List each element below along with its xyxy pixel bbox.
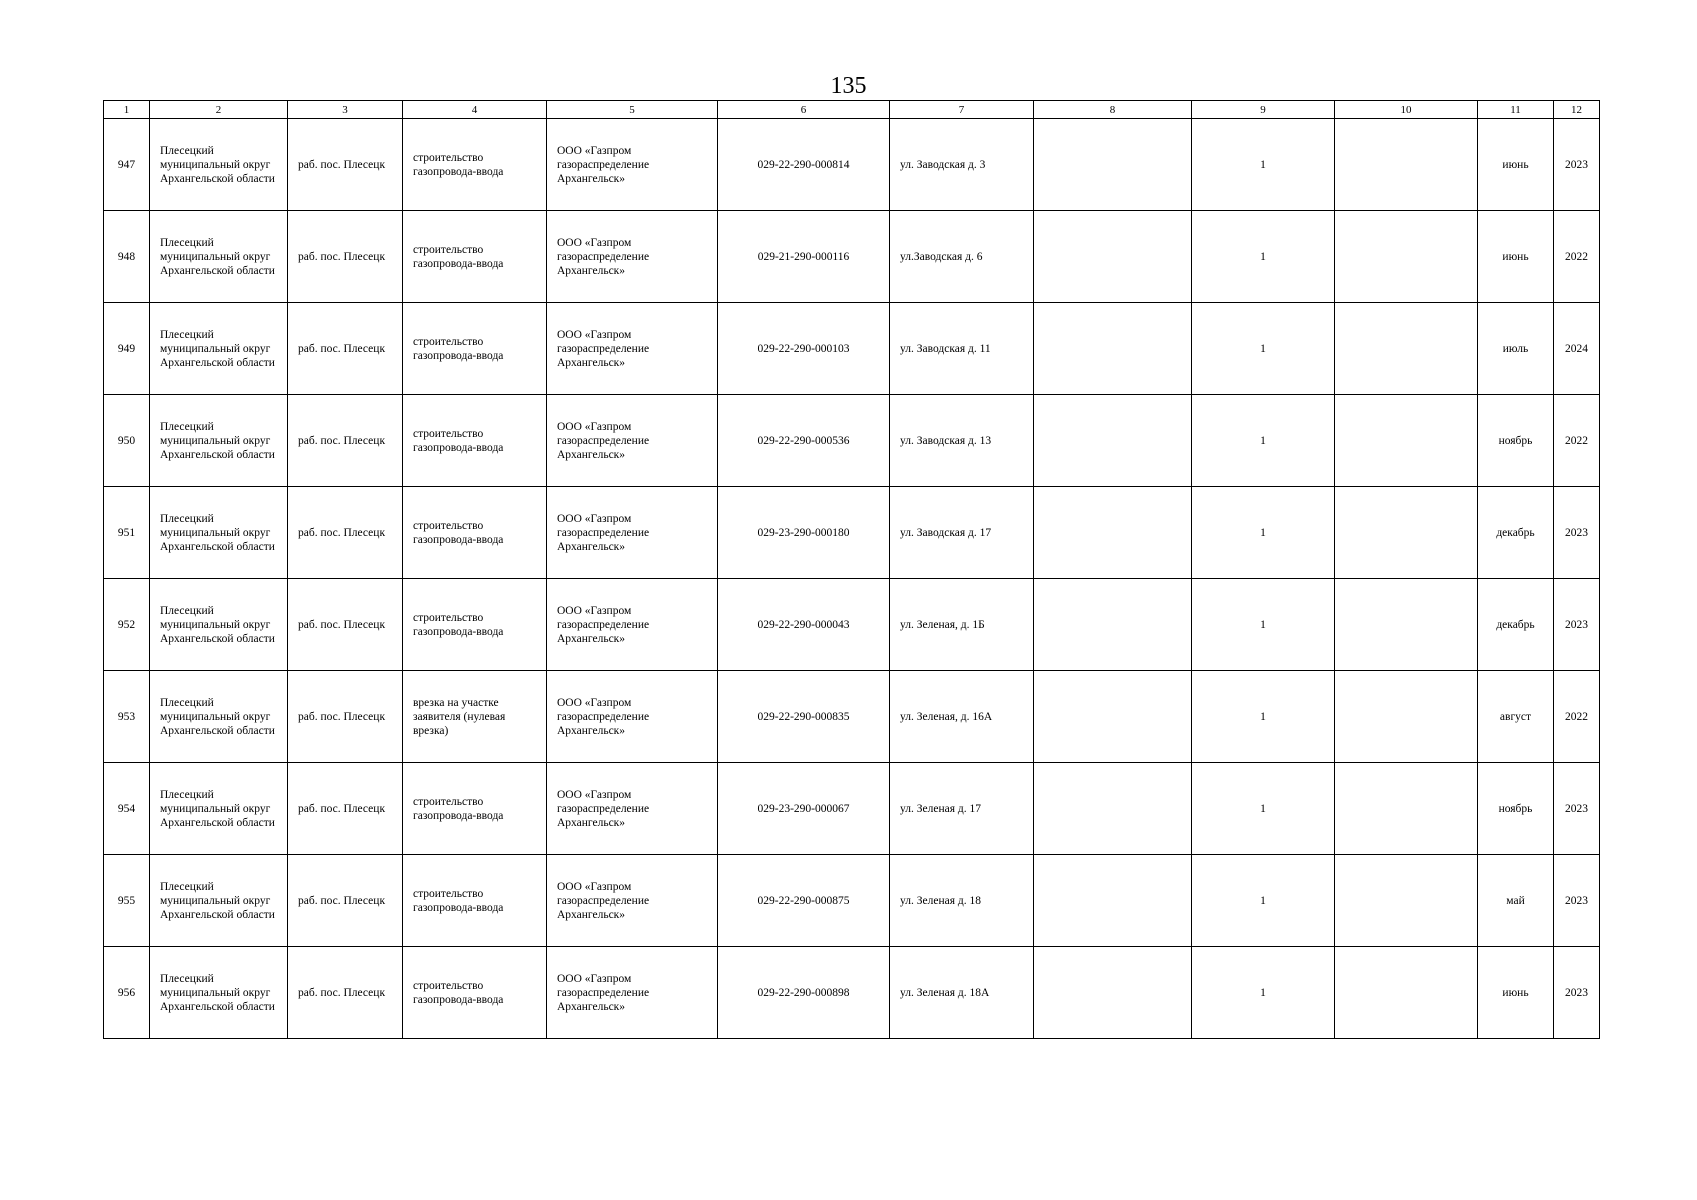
column-9-cell: 1	[1192, 855, 1335, 947]
year-cell: 2023	[1554, 487, 1600, 579]
application-number-cell: 029-23-290-000180	[718, 487, 890, 579]
locality-cell: раб. пос. Плесецк	[288, 211, 403, 303]
row-number-cell: 947	[104, 119, 150, 211]
address-cell: ул.Заводская д. 6	[890, 211, 1034, 303]
column-10-cell	[1335, 119, 1478, 211]
column-8-cell	[1034, 579, 1192, 671]
column-9-cell: 1	[1192, 671, 1335, 763]
table-row	[104, 119, 1600, 211]
month-cell: июнь	[1478, 119, 1554, 211]
column-9-cell: 1	[1192, 947, 1335, 1039]
work-type-cell: строительство газопровода-ввода	[403, 303, 547, 395]
year-cell: 2022	[1554, 211, 1600, 303]
application-number-cell: 029-22-290-000875	[718, 855, 890, 947]
year-cell: 2024	[1554, 303, 1600, 395]
table-row	[104, 579, 1600, 671]
column-8-cell	[1034, 855, 1192, 947]
table-row	[104, 211, 1600, 303]
year-cell: 2022	[1554, 671, 1600, 763]
year-cell: 2022	[1554, 395, 1600, 487]
organization-cell: ООО «Газпром газораспределение Архангельск»	[547, 211, 718, 303]
locality-cell: раб. пос. Плесецк	[288, 487, 403, 579]
application-number-cell: 029-23-290-000067	[718, 763, 890, 855]
column-8-cell	[1034, 119, 1192, 211]
month-cell: декабрь	[1478, 487, 1554, 579]
row-number-cell: 956	[104, 947, 150, 1039]
district-cell: Плесецкий муниципальный округ Архангельской области	[150, 671, 288, 763]
table-row	[104, 763, 1600, 855]
month-cell: ноябрь	[1478, 395, 1554, 487]
table-row	[104, 947, 1600, 1039]
address-cell: ул. Заводская д. 17	[890, 487, 1034, 579]
row-number-cell: 954	[104, 763, 150, 855]
year-cell: 2023	[1554, 763, 1600, 855]
organization-cell: ООО «Газпром газораспределение Архангельск»	[547, 303, 718, 395]
column-header: 12	[1554, 101, 1600, 119]
column-10-cell	[1335, 579, 1478, 671]
row-number-cell: 955	[104, 855, 150, 947]
column-9-cell: 1	[1192, 211, 1335, 303]
row-number-cell: 952	[104, 579, 150, 671]
locality-cell: раб. пос. Плесецк	[288, 303, 403, 395]
table-row	[104, 487, 1600, 579]
column-10-cell	[1335, 487, 1478, 579]
column-8-cell	[1034, 763, 1192, 855]
month-cell: август	[1478, 671, 1554, 763]
column-8-cell	[1034, 947, 1192, 1039]
column-10-cell	[1335, 303, 1478, 395]
column-9-cell: 1	[1192, 303, 1335, 395]
locality-cell: раб. пос. Плесецк	[288, 671, 403, 763]
district-cell: Плесецкий муниципальный округ Архангельской области	[150, 579, 288, 671]
row-number-cell: 949	[104, 303, 150, 395]
row-number-cell: 953	[104, 671, 150, 763]
column-9-cell: 1	[1192, 487, 1335, 579]
application-number-cell: 029-22-290-000536	[718, 395, 890, 487]
table-row	[104, 671, 1600, 763]
registry-table	[103, 100, 1600, 1039]
locality-cell: раб. пос. Плесецк	[288, 855, 403, 947]
month-cell: июнь	[1478, 211, 1554, 303]
address-cell: ул. Зеленая д. 18А	[890, 947, 1034, 1039]
application-number-cell: 029-21-290-000116	[718, 211, 890, 303]
application-number-cell: 029-22-290-000043	[718, 579, 890, 671]
column-header: 10	[1335, 101, 1478, 119]
column-10-cell	[1335, 211, 1478, 303]
district-cell: Плесецкий муниципальный округ Архангельской области	[150, 395, 288, 487]
month-cell: июнь	[1478, 947, 1554, 1039]
column-10-cell	[1335, 947, 1478, 1039]
work-type-cell: строительство газопровода-ввода	[403, 119, 547, 211]
locality-cell: раб. пос. Плесецк	[288, 579, 403, 671]
locality-cell: раб. пос. Плесецк	[288, 763, 403, 855]
column-8-cell	[1034, 395, 1192, 487]
organization-cell: ООО «Газпром газораспределение Архангельск»	[547, 395, 718, 487]
page-number: 135	[830, 73, 867, 99]
address-cell: ул. Заводская д. 13	[890, 395, 1034, 487]
work-type-cell: строительство газопровода-ввода	[403, 395, 547, 487]
column-8-cell	[1034, 671, 1192, 763]
row-number-cell: 951	[104, 487, 150, 579]
work-type-cell: строительство газопровода-ввода	[403, 947, 547, 1039]
year-cell: 2023	[1554, 119, 1600, 211]
column-header: 7	[890, 101, 1034, 119]
column-header: 8	[1034, 101, 1192, 119]
column-9-cell: 1	[1192, 763, 1335, 855]
locality-cell: раб. пос. Плесецк	[288, 395, 403, 487]
organization-cell: ООО «Газпром газораспределение Архангельск»	[547, 855, 718, 947]
application-number-cell: 029-22-290-000898	[718, 947, 890, 1039]
district-cell: Плесецкий муниципальный округ Архангельской области	[150, 211, 288, 303]
column-8-cell	[1034, 303, 1192, 395]
work-type-cell: строительство газопровода-ввода	[403, 211, 547, 303]
district-cell: Плесецкий муниципальный округ Архангельской области	[150, 763, 288, 855]
row-number-cell: 950	[104, 395, 150, 487]
address-cell: ул. Зеленая д. 17	[890, 763, 1034, 855]
column-8-cell	[1034, 487, 1192, 579]
work-type-cell: строительство газопровода-ввода	[403, 579, 547, 671]
column-header: 5	[547, 101, 718, 119]
locality-cell: раб. пос. Плесецк	[288, 947, 403, 1039]
organization-cell: ООО «Газпром газораспределение Архангельск»	[547, 763, 718, 855]
district-cell: Плесецкий муниципальный округ Архангельской области	[150, 947, 288, 1039]
table-row	[104, 303, 1600, 395]
table-row	[104, 855, 1600, 947]
column-header: 2	[150, 101, 288, 119]
row-number-cell: 948	[104, 211, 150, 303]
year-cell: 2023	[1554, 855, 1600, 947]
work-type-cell: врезка на участке заявителя (нулевая врезка)	[403, 671, 547, 763]
address-cell: ул. Зеленая, д. 1Б	[890, 579, 1034, 671]
column-header: 1	[104, 101, 150, 119]
column-10-cell	[1335, 855, 1478, 947]
column-9-cell: 1	[1192, 395, 1335, 487]
year-cell: 2023	[1554, 579, 1600, 671]
column-header: 4	[403, 101, 547, 119]
organization-cell: ООО «Газпром газораспределение Архангельск»	[547, 487, 718, 579]
organization-cell: ООО «Газпром газораспределение Архангельск»	[547, 579, 718, 671]
work-type-cell: строительство газопровода-ввода	[403, 763, 547, 855]
locality-cell: раб. пос. Плесецк	[288, 119, 403, 211]
address-cell: ул. Заводская д. 3	[890, 119, 1034, 211]
column-header: 6	[718, 101, 890, 119]
work-type-cell: строительство газопровода-ввода	[403, 487, 547, 579]
work-type-cell: строительство газопровода-ввода	[403, 855, 547, 947]
column-number-row	[104, 101, 1600, 119]
address-cell: ул. Зеленая д. 18	[890, 855, 1034, 947]
column-header: 9	[1192, 101, 1335, 119]
column-header: 3	[288, 101, 403, 119]
month-cell: май	[1478, 855, 1554, 947]
column-9-cell: 1	[1192, 119, 1335, 211]
organization-cell: ООО «Газпром газораспределение Архангельск»	[547, 671, 718, 763]
month-cell: декабрь	[1478, 579, 1554, 671]
month-cell: ноябрь	[1478, 763, 1554, 855]
column-10-cell	[1335, 763, 1478, 855]
column-9-cell: 1	[1192, 579, 1335, 671]
application-number-cell: 029-22-290-000814	[718, 119, 890, 211]
district-cell: Плесецкий муниципальный округ Архангельской области	[150, 855, 288, 947]
district-cell: Плесецкий муниципальный округ Архангельской области	[150, 487, 288, 579]
organization-cell: ООО «Газпром газораспределение Архангельск»	[547, 947, 718, 1039]
address-cell: ул. Зеленая, д. 16А	[890, 671, 1034, 763]
application-number-cell: 029-22-290-000103	[718, 303, 890, 395]
year-cell: 2023	[1554, 947, 1600, 1039]
district-cell: Плесецкий муниципальный округ Архангельской области	[150, 303, 288, 395]
column-header: 11	[1478, 101, 1554, 119]
table-body	[104, 119, 1600, 1039]
table-row	[104, 395, 1600, 487]
column-8-cell	[1034, 211, 1192, 303]
application-number-cell: 029-22-290-000835	[718, 671, 890, 763]
column-10-cell	[1335, 395, 1478, 487]
month-cell: июль	[1478, 303, 1554, 395]
district-cell: Плесецкий муниципальный округ Архангельской области	[150, 119, 288, 211]
column-10-cell	[1335, 671, 1478, 763]
organization-cell: ООО «Газпром газораспределение Архангельск»	[547, 119, 718, 211]
address-cell: ул. Заводская д. 11	[890, 303, 1034, 395]
